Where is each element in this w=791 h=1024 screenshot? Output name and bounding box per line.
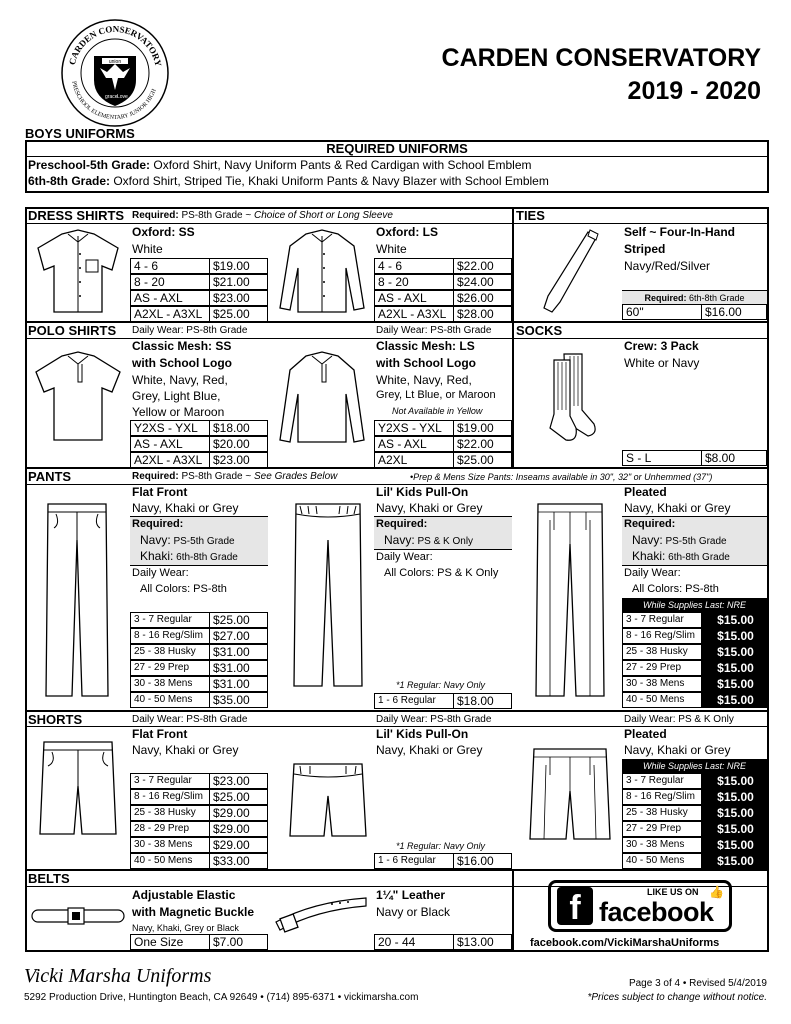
pants-pl-name: Pleated [624,485,667,499]
price-cell: $22.00 [453,436,512,452]
category-ties: TIES [516,208,545,223]
shorts-lk-name: Lil' Kids Pull-On [376,727,469,741]
socks-color: White or Navy [624,356,700,370]
pants-lk-navy: Navy: PS & K Only [384,533,474,547]
dress-required: Required: PS-8th Grade ~ Choice of Short or Long Sleeve [132,210,393,221]
footer-disclaimer: *Prices subject to change without notice. [587,992,767,1003]
logo-motto: union [108,59,122,65]
price-cell: $31.00 [209,660,268,676]
price-cell: $15.00 [701,628,767,644]
pants-ff-khaki: Khaki: 6th-8th Grade [140,549,238,563]
category-belts: BELTS [28,871,70,886]
shorts-ff-color: Navy, Khaki or Grey [132,743,239,757]
footer-page: Page 3 of 4 • Revised 5/4/2019 [628,978,767,989]
polo-ls-note: Not Available in Yellow [392,406,483,416]
size-cell: 30 - 38 Mens [622,837,702,853]
size-cell: 40 - 50 Mens [130,692,210,708]
polo-ls-name-2: with School Logo [376,356,476,370]
polo-ss-colors-3: Yellow or Maroon [132,405,225,419]
shorts-lk-daily: Daily Wear: PS-8th Grade [376,714,492,725]
polo-ls-colors-2: Grey, Lt Blue, or Maroon [376,389,496,401]
belt-elastic-name-1: Adjustable Elastic [132,888,236,902]
size-cell: 40 - 50 Mens [130,853,210,869]
size-cell: 25 - 38 Husky [130,644,210,660]
socks-price: $8.00 [701,450,767,466]
size-cell: AS - AXL [130,290,210,306]
thumbs-up-icon: 👍 [709,885,724,899]
shorts-lk-size: 1 - 6 Regular [374,853,454,869]
size-cell: 27 - 29 Prep [130,660,210,676]
belt-elastic-name-2: with Magnetic Buckle [132,905,255,919]
shorts-ff-name: Flat Front [132,727,188,741]
brand-signature: Vicki Marsha Uniforms [24,965,212,987]
size-cell: 25 - 38 Husky [130,805,210,821]
tie-size: 60" [622,304,702,320]
polo-ss-name-1: Classic Mesh: SS [132,339,232,353]
facebook-f-icon: f [557,887,593,925]
pants-lk-size: 1 - 6 Regular [374,693,454,709]
size-cell: Y2XS - YXL [130,420,210,436]
oxford-ss-name: Oxford: SS [132,225,195,239]
price-cell: $28.00 [453,306,512,322]
required-line-2: 6th-8th Grade: Oxford Shirt, Striped Tie, Khaki Uniform Pants & Navy Blazer with School Emblem [28,174,549,188]
size-cell: 8 - 16 Reg/Slim [130,628,210,644]
pants-lk-name: Lil' Kids Pull-On [376,485,469,499]
tie-required: Required: 6th-8th Grade [622,290,767,304]
required-title: REQUIRED UNIFORMS [326,141,468,156]
size-cell: A2XL [374,452,454,468]
shorts-pl-color: Navy, Khaki or Grey [624,743,731,757]
short-sleeve-shirt-icon [32,228,124,316]
pants-required: Required: PS-8th Grade ~ See Grades Below [132,471,338,482]
size-cell: 4 - 6 [130,258,210,274]
price-cell: $15.00 [701,789,767,805]
flat-front-shorts-icon [38,738,118,838]
tie-price: $16.00 [701,304,767,320]
svg-text:grace: grace [105,94,118,100]
belt-leather-price: $13.00 [453,934,512,950]
size-cell: 3 - 7 Regular [130,612,210,628]
price-cell: $25.00 [209,789,268,805]
category-socks: SOCKS [516,323,563,338]
size-cell: AS - AXL [374,290,454,306]
price-cell: $33.00 [209,853,268,869]
price-cell: $27.00 [209,628,268,644]
price-cell: $15.00 [701,821,767,837]
pants-lk-note: *1 Regular: Navy Only [396,680,486,690]
category-pants: PANTS [28,469,72,484]
pants-pl-required: Required: [624,518,676,530]
tie-name-2: Striped [624,242,666,256]
pants-lk-required: Required: [376,518,428,530]
size-cell: A2XL - A3XL [130,452,210,468]
price-cell: $21.00 [209,274,268,290]
size-cell: 8 - 20 [374,274,454,290]
pants-pl-nre: While Supplies Last: NRE [622,598,767,612]
price-cell: $15.00 [701,612,767,628]
pants-pl-khaki: Khaki: 6th-8th Grade [632,549,730,563]
polo-ls-name-1: Classic Mesh: LS [376,339,475,353]
polo-ls-daily: Daily Wear: PS-8th Grade [376,325,492,336]
price-cell: $29.00 [209,837,268,853]
size-cell: 30 - 38 Mens [130,676,210,692]
size-cell: 8 - 16 Reg/Slim [622,789,702,805]
price-cell: $15.00 [701,644,767,660]
price-cell: $25.00 [209,612,268,628]
leather-belt-icon [272,892,370,936]
belt-leather-color: Navy or Black [376,905,451,919]
polo-ss-name-2: with School Logo [132,356,232,370]
price-cell: $25.00 [209,306,268,322]
price-cell: $22.00 [453,258,512,274]
tie-color: Navy/Red/Silver [624,259,711,273]
size-cell: 3 - 7 Regular [622,773,702,789]
logo-subtext: PRESCHOOL ELEMENTARY JUNIOR HIGH [70,80,158,122]
pull-on-shorts-icon [288,760,368,840]
size-cell: A2XL - A3XL [130,306,210,322]
pants-lk-price: $18.00 [453,693,512,709]
size-cell: 28 - 29 Prep [130,821,210,837]
pleated-pants-icon [532,500,608,700]
pants-lk-daily: Daily Wear: [376,551,433,563]
price-cell: $15.00 [701,853,767,869]
socks-icon [540,350,600,446]
polo-ss-icon [32,350,124,450]
category-polo-shirts: POLO SHIRTS [28,323,117,338]
oxford-ls-color: White [376,242,407,256]
pants-ff-color: Navy, Khaki or Grey [132,501,239,515]
belt-elastic-price: $7.00 [209,934,268,950]
size-cell: 3 - 7 Regular [622,612,702,628]
pants-pl-daily: Daily Wear: [624,567,681,579]
socks-size: S - L [622,450,702,466]
svg-text:Love: Love [117,94,128,100]
polo-ss-colors-2: Grey, Light Blue, [132,389,221,403]
price-cell: $35.00 [209,692,268,708]
tie-name-1: Self ~ Four-In-Hand [624,225,735,239]
school-logo [60,18,170,128]
required-line-1: Preschool-5th Grade: Oxford Shirt, Navy Uniform Pants & Red Cardigan with School Emblem [28,158,532,172]
size-cell: 8 - 16 Reg/Slim [130,789,210,805]
oxford-ls-name: Oxford: LS [376,225,438,239]
footer-address: 5292 Production Drive, Huntington Beach, CA 92649 • (714) 895-6371 • vickimarsha.com [24,992,419,1003]
shorts-pl-name: Pleated [624,727,667,741]
pants-lk-all: All Colors: PS & K Only [384,567,499,579]
polo-ss-colors-1: White, Navy, Red, [132,373,228,387]
price-cell: $25.00 [453,452,512,468]
pants-inseam-note: •Prep & Mens Size Pants: Inseams available in 30", 32" or Unhemmed (37") [410,472,713,482]
pants-ff-name: Flat Front [132,485,188,499]
price-cell: $29.00 [209,821,268,837]
price-cell: $24.00 [453,274,512,290]
size-cell: 8 - 16 Reg/Slim [622,628,702,644]
polo-ls-icon [276,350,368,450]
facebook-wordmark: facebook [599,897,714,927]
price-cell: $23.00 [209,773,268,789]
pants-ff-daily: Daily Wear: [132,567,189,579]
oxford-ss-color: White [132,242,163,256]
pants-ff-required: Required: [132,518,184,530]
pleated-shorts-icon [528,745,612,845]
belt-leather-size: 20 - 44 [374,934,454,950]
category-shorts: SHORTS [28,712,83,727]
section-title: BOYS UNIFORMS [25,126,135,141]
pants-pl-all: All Colors: PS-8th [632,583,719,595]
facebook-url[interactable]: facebook.com/VickiMarshaUniforms [530,937,720,949]
long-sleeve-shirt-icon [276,228,368,316]
price-cell: $29.00 [209,805,268,821]
tie-icon [530,228,610,316]
size-cell: AS - AXL [130,436,210,452]
price-cell: $18.00 [209,420,268,436]
category-dress-shirts: DRESS SHIRTS [28,208,125,223]
shorts-lk-note: *1 Regular: Navy Only [396,841,486,851]
facebook-like-text: LIKE US ON [647,887,699,897]
size-cell: 4 - 6 [374,258,454,274]
price-cell: $15.00 [701,773,767,789]
belt-elastic-size: One Size [130,934,210,950]
belt-elastic-color: Navy, Khaki, Grey or Black [132,923,239,933]
elastic-belt-icon [30,900,126,934]
size-cell: 25 - 38 Husky [622,805,702,821]
shorts-pl-nre: While Supplies Last: NRE [622,759,767,773]
price-cell: $15.00 [701,660,767,676]
price-cell: $15.00 [701,692,767,708]
price-cell: $15.00 [701,837,767,853]
size-cell: 25 - 38 Husky [622,644,702,660]
size-cell: 8 - 20 [130,274,210,290]
size-cell: 40 - 50 Mens [622,853,702,869]
price-cell: $19.00 [209,258,268,274]
shorts-ff-daily: Daily Wear: PS-8th Grade [132,714,248,725]
pants-ff-navy: Navy: PS-5th Grade [140,533,235,547]
polo-ls-colors-1: White, Navy, Red, [376,373,472,387]
size-cell: 27 - 29 Prep [622,660,702,676]
size-cell: 40 - 50 Mens [622,692,702,708]
pants-pl-navy: Navy: PS-5th Grade [632,533,727,547]
polo-ss-daily: Daily Wear: PS-8th Grade [132,325,248,336]
price-cell: $26.00 [453,290,512,306]
price-cell: $19.00 [453,420,512,436]
shorts-pl-daily: Daily Wear: PS & K Only [624,714,734,725]
price-cell: $15.00 [701,676,767,692]
price-cell: $23.00 [209,290,268,306]
facebook-badge[interactable] [548,880,732,932]
price-cell: $31.00 [209,676,268,692]
pull-on-pants-icon [290,500,366,690]
logo-text: CARDEN CONSERVATORY [66,23,164,68]
pants-ff-all: All Colors: PS-8th [140,583,227,595]
size-cell: A2XL - A3XL [374,306,454,322]
pants-pl-color: Navy, Khaki or Grey [624,501,731,515]
flat-front-pants-icon [42,500,112,700]
size-cell: 30 - 38 Mens [622,676,702,692]
year-title: 2019 - 2020 [627,77,761,105]
pants-lk-color: Navy, Khaki or Grey [376,501,483,515]
shorts-lk-price: $16.00 [453,853,512,869]
size-cell: 30 - 38 Mens [130,837,210,853]
size-cell: Y2XS - YXL [374,420,454,436]
price-cell: $20.00 [209,436,268,452]
shorts-lk-color: Navy, Khaki or Grey [376,743,483,757]
size-cell: 27 - 29 Prep [622,821,702,837]
price-cell: $23.00 [209,452,268,468]
belt-leather-name: 1¼" Leather [376,888,446,902]
price-cell: $31.00 [209,644,268,660]
price-cell: $15.00 [701,805,767,821]
size-cell: 3 - 7 Regular [130,773,210,789]
page-title: CARDEN CONSERVATORY [441,44,761,72]
size-cell: AS - AXL [374,436,454,452]
socks-name: Crew: 3 Pack [624,339,699,353]
